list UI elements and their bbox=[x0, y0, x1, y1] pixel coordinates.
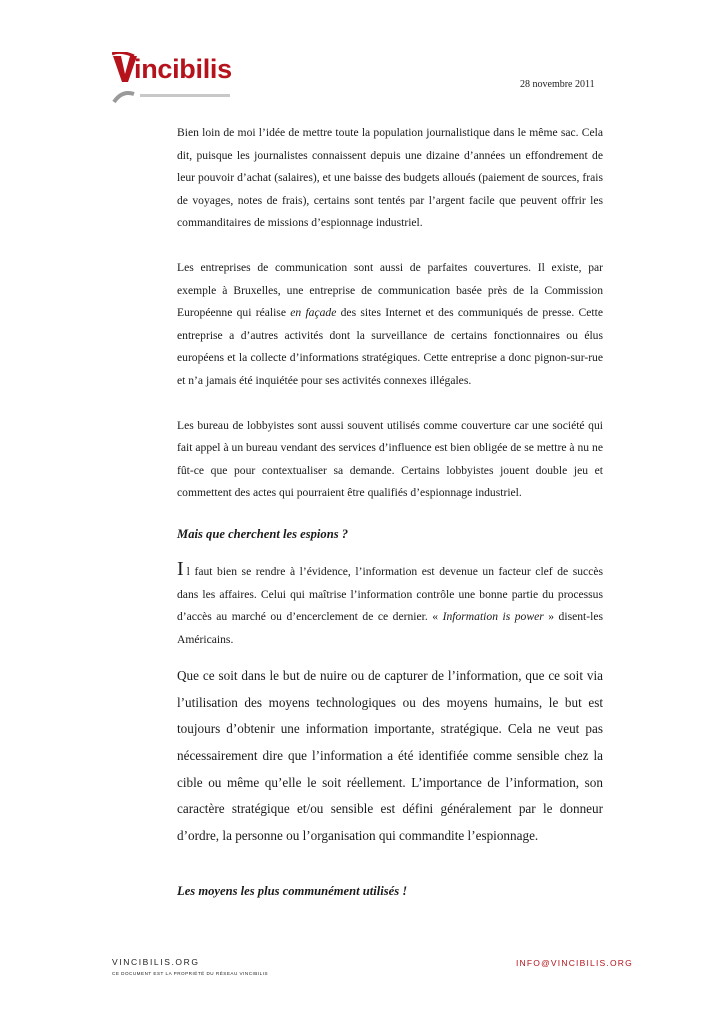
paragraph-information-text-b: » disent-les Américains. bbox=[177, 610, 603, 646]
paragraph-journalists: Bien loin de moi l’idée de mettre toute la population journalistique dans le même sac. Cela dit, puisque les journalistes connaissent depuis une dizaine d’années un effondrement de leur pouvoir d’achat (salaires), et une baisse des budgets alloués (paiement de sources, frais de voyages, notes de frais), certains sont tentés par l’argent facile que peuvent offrir les commanditaires de missions d’espionnage industriel. bbox=[177, 126, 603, 230]
paragraph-information bbox=[177, 557, 603, 651]
paragraph-lobbyists: Les bureau de lobbyistes sont aussi souvent utilisés comme couverture car une société qui fait appel à un bureau vendant des services d’influence est bien obligée de se mettre à nu ne fût-ce que pour contextualiser sa demande. Certains lobbyistes jouent double jeu et commettent des actes qui pourraient être qualifiés d’espionnage industriel. bbox=[177, 418, 603, 500]
logo-wordmark: incibilis bbox=[134, 54, 232, 84]
paragraph-goals: Que ce soit dans le but de nuire ou de capturer de l’information, que ce soit via l’utilisation des moyens technologiques ou des moyens humains, le but est toujours d’obtenir une information importante, stratégique. Cela ne veut pas nécessairement dire que l’information a été identifiée comme sensible chez la cible ou même qu’elle le soit réellement. L’importance de l’information, son caractère stratégique et/ou sensible est défini généralement par le donneur d’ordre, la personne ou l’organisation qui commandite l’espionnage. bbox=[177, 668, 603, 843]
document-body bbox=[177, 122, 603, 898]
footer-email-link[interactable]: INFO@VINCIBILIS.ORG bbox=[516, 958, 633, 968]
footer-site-link[interactable]: VINCIBILIS.ORG bbox=[112, 957, 200, 967]
logo-swoosh-icon bbox=[112, 88, 232, 104]
paragraph-communication-text-b: des sites Internet et des communiqués de presse. Cette entreprise a d’autres activités dont la surveillance de certains fonctionnaires ou élus européens et la collecte d’informations stratégiques. Cette entreprise a donc pignon-sur-rue et n’a jamais été inquiétée pour ses activités connexes illégales. bbox=[177, 306, 603, 387]
footer-ownership-note: CE DOCUMENT EST LA PROPRIÉTÉ DU RÉSEAU VINCIBILIS bbox=[112, 971, 269, 976]
document-date: 28 novembre 2011 bbox=[520, 79, 595, 90]
vincibilis-logo bbox=[112, 52, 242, 108]
drop-cap: I bbox=[177, 557, 184, 580]
paragraph-communication bbox=[177, 257, 603, 393]
paragraph-communication-emphasis: en façade bbox=[290, 306, 337, 320]
paragraph-information-emphasis: Information is power bbox=[442, 610, 544, 624]
paragraph-communication-text-a: Les entreprises de communication sont aussi de parfaites couvertures. Il existe, par exemple à Bruxelles, une entreprise de communication basée près de la Commission Européenne qui réalise bbox=[177, 260, 603, 320]
paragraph-information-text-a: l faut bien se rendre à l’évidence, l’information est devenue un facteur clef de succès dans les affaires. Celui qui maîtrise l’information contrôle une bonne partie du processus d’accès au marché ou d’encerclement de ce dernier. « bbox=[177, 564, 603, 624]
section-heading-means: Les moyens les plus communément utilisés ! bbox=[177, 884, 408, 898]
section-heading-spies: Mais que cherchent les espions ? bbox=[177, 526, 349, 541]
